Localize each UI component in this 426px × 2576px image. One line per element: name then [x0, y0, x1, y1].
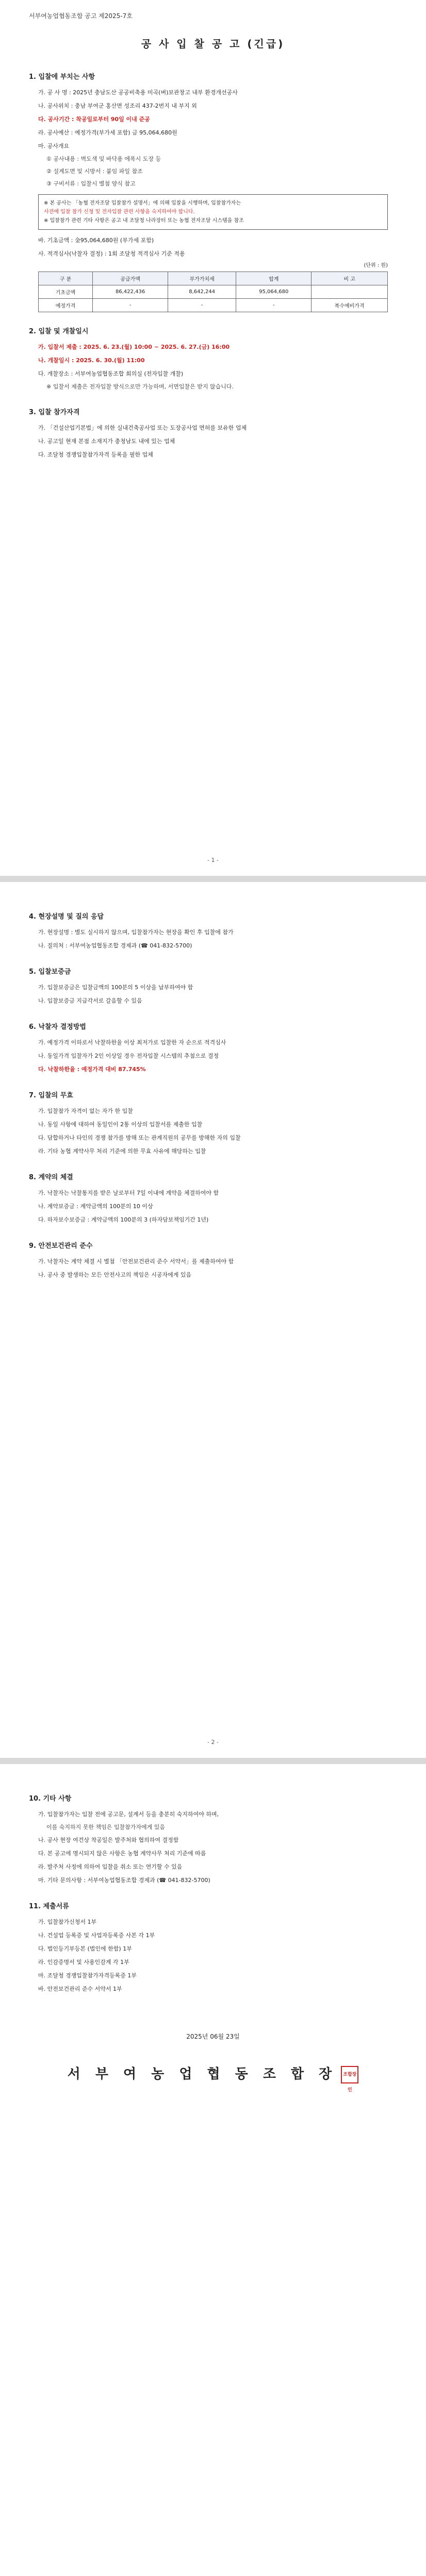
- section-5: [29, 966, 397, 1008]
- list-item: 가. 입찰보증금은 입찰금액의 100분의 5 이상을 납부하여야 함: [38, 984, 193, 991]
- list-item: 가. 입찰참가신청서 1부: [38, 1919, 97, 1925]
- list-item: 나. 동일가격 입찰자가 2인 이상일 경우 전자입찰 시스템의 추첨으로 결정: [38, 1053, 219, 1059]
- list-item: 다. 하자보수보증금 : 계약금액의 100분의 3 (하자담보책임기간 1년): [38, 1216, 209, 1223]
- list-item: 나. 공고일 현재 본점 소재지가 충청남도 내에 있는 업체: [38, 438, 175, 445]
- list-item: 이를 숙지하지 못한 책임은 입찰참가자에게 있음: [46, 1824, 166, 1831]
- table-header: 구 분: [39, 272, 93, 285]
- page-number: - 2 -: [207, 1739, 219, 1745]
- list-item: 다. 낙찰하한율 : 예정가격 대비 87.745%: [38, 1066, 146, 1073]
- table-cell: 복수예비가격: [312, 299, 388, 312]
- section-heading: 9. 안전보건관리 준수: [29, 1242, 93, 1250]
- section-heading: 1. 입찰에 부치는 사항: [29, 73, 95, 81]
- sub-item: ① 공사내용 : 벽도색 및 바닥용 에폭시 도장 등: [46, 156, 161, 162]
- list-item: 가. 입찰참가자는 입찰 전에 공고문, 설계서 등을 충분히 숙지하여야 하며,: [38, 1811, 219, 1818]
- list-item: 가. 낙찰자는 낙찰통지를 받은 날로부터 7일 이내에 계약을 체결하여야 함: [38, 1190, 219, 1196]
- notice-line: ※ 입찰참가 관련 기타 사항은 공고 내 조달청 나라장터 또는 농협 전자조달 시스템을 참조: [44, 218, 244, 224]
- sub-item: ③ 구비서류 : 입찰시 별첨 양식 참고: [46, 180, 136, 187]
- table-cell: 95,064,680: [236, 285, 312, 299]
- list-item: 가. 「건설산업기본법」에 의한 실내건축공사업 또는 도장공사업 면허를 보유한 업체: [38, 425, 247, 431]
- section-3: [29, 406, 397, 462]
- list-item: 라. 기타 농협 계약사무 처리 기준에 의한 무효 사유에 해당하는 입찰: [38, 1148, 206, 1155]
- list-item: 가. 낙찰자는 계약 체결 시 별첨 「안전보건관리 준수 서약서」를 제출하여야 함: [38, 1258, 234, 1265]
- page-2: [0, 882, 426, 1758]
- list-item: 나. 공사 중 발생하는 모든 안전사고의 책임은 시공자에게 있음: [38, 1272, 192, 1278]
- table-header: 비 고: [312, 272, 388, 285]
- section-heading: 4. 현장설명 및 질의 응답: [29, 913, 104, 921]
- table-header: 합계: [236, 272, 312, 285]
- issuer-name: 서 부 여 농 업 협 동 조 합 장: [67, 2066, 337, 2082]
- notice-line: ※ 본 공사는 「농협 전자조달 입찰참가 설명서」에 의해 입찰을 시행하며, 입찰참가자는: [44, 200, 241, 206]
- table-cell: 예정가격: [39, 299, 93, 312]
- list-item: 다. 법인등기부등본 (법인에 한함) 1부: [38, 1945, 132, 1952]
- list-item: 다. 개찰장소 : 서부여농업협동조합 회의실 (전자입찰 개찰): [38, 370, 184, 377]
- table-cell: [312, 285, 388, 299]
- list-item: 사. 적격심사(낙찰자 결정) : 1회 조달청 적격심사 기준 적용: [38, 250, 185, 257]
- list-item: 나. 질의처 : 서부여농업협동조합 경제과 (☎ 041-832-5700): [38, 942, 192, 949]
- page-title: 공 사 입 찰 공 고 (긴급): [141, 38, 285, 50]
- list-item: 다. 조달청 경쟁입찰참가자격 등록을 필한 업체: [38, 451, 153, 458]
- notice-line: 사전에 입찰 참가 신청 및 전자입찰 관련 사항을 숙지하여야 합니다.: [44, 209, 195, 215]
- section-heading: 8. 계약의 체결: [29, 1174, 73, 1181]
- page-divider: [0, 876, 426, 882]
- list-item: 마. 공사개요: [38, 143, 70, 149]
- table-unit: (단위 : 원): [364, 263, 388, 268]
- table-header-row: [39, 272, 388, 285]
- table-row: [39, 285, 388, 299]
- section-2: [29, 326, 397, 393]
- list-item: 나. 동일 사항에 대하여 동일인이 2통 이상의 입찰서를 제출한 입찰: [38, 1121, 203, 1128]
- list-item: 가. 공 사 명 : 2025년 충남도산 공공비축용 미곡(벼)보관창고 내부 환경개선공사: [38, 89, 238, 96]
- section-1: [29, 71, 397, 312]
- list-item: 라. 인감증명서 및 사용인감계 각 1부: [38, 1959, 129, 1965]
- list-item: 가. 현장설명 : 별도 실시하지 않으며, 입찰참가자는 현장을 확인 후 입찰에 참가: [38, 929, 234, 936]
- list-item: 다. 공사기간 : 착공일로부터 90일 이내 준공: [38, 116, 150, 123]
- page-3: [0, 1764, 426, 2576]
- list-item: 바. 안전보건관리 준수 서약서 1부: [38, 1986, 122, 1992]
- section-heading: 3. 입찰 참가자격: [29, 409, 80, 416]
- page-number: - 1 -: [207, 857, 219, 863]
- section-heading: 11. 제출서류: [29, 1903, 69, 1910]
- list-item: 마. 기타 문의사항 : 서부여농업협동조합 경제과 (☎ 041-832-5700): [38, 1877, 210, 1884]
- list-item: 마. 조달청 경쟁입찰참가자격등록증 1부: [38, 1972, 137, 1979]
- section-heading: 6. 낙찰자 결정방법: [29, 1023, 86, 1031]
- table-cell: 기초금액: [39, 285, 93, 299]
- table-header: 공급가액: [93, 272, 168, 285]
- section-heading: 10. 기타 사항: [29, 1795, 72, 1803]
- list-item: 나. 공사위치 : 충남 부여군 홍산면 성조리 437-2번지 내 부지 외: [38, 103, 197, 109]
- notice-box: [38, 194, 388, 230]
- notice-date: 2025년 06월 23일: [186, 2033, 240, 2040]
- section-10: [29, 1793, 397, 1887]
- table-cell: 8,642,244: [168, 285, 236, 299]
- list-item: 나. 건설업 등록증 및 사업자등록증 사본 각 1부: [38, 1932, 155, 1939]
- list-item: 가. 입찰참가 자격이 없는 자가 한 입찰: [38, 1108, 133, 1114]
- table-header: 부가가치세: [168, 272, 236, 285]
- table-cell: -: [93, 299, 168, 312]
- page-divider: [0, 1758, 426, 1764]
- doc-number: 서부여농업협동조합 공고 제2025-7호: [29, 12, 133, 20]
- section-heading: 2. 입찰 및 개찰일시: [29, 328, 89, 335]
- table-row: [39, 299, 388, 312]
- list-item: 다. 본 공고에 명시되지 않은 사항은 농협 계약사무 처리 기준에 따름: [38, 1850, 206, 1857]
- note-text: ※ 입찰서 제출은 전자입찰 방식으로만 가능하며, 서면입찰은 받지 않습니다.: [46, 383, 234, 390]
- section-9: [29, 1240, 397, 1282]
- section-heading: 7. 입찰의 무효: [29, 1092, 73, 1099]
- list-item: 나. 공사 현장 여건상 착공일은 발주처와 협의하여 결정함: [38, 1837, 179, 1843]
- section-11: [29, 1901, 397, 1996]
- section-6: [29, 1021, 397, 1076]
- sub-item: ② 설계도면 및 시방서 : 붙임 파일 참조: [46, 168, 143, 175]
- official-seal-icon: 조합장인: [341, 2066, 358, 2083]
- list-item: 가. 입찰서 제출 : 2025. 6. 23.(월) 10:00 ~ 2025. 6. 27.(금) 16:00: [38, 344, 230, 350]
- list-item: 나. 입찰보증금 지급각서로 갈음할 수 있음: [38, 997, 142, 1004]
- table-cell: 86,422,436: [93, 285, 168, 299]
- list-item: 나. 개찰일시 : 2025. 6. 30.(월) 11:00: [38, 357, 145, 364]
- issuer-signature: [29, 2063, 397, 2093]
- table-cell: -: [236, 299, 312, 312]
- list-item: 가. 예정가격 이하로서 낙찰하한율 이상 최저가로 입찰한 자 순으로 적격심사: [38, 1039, 226, 1046]
- section-heading: 5. 입찰보증금: [29, 968, 71, 976]
- list-item: 나. 계약보증금 : 계약금액의 100분의 10 이상: [38, 1203, 153, 1210]
- list-item: 바. 기초금액 : 金95,064,680원 (부가세 포함): [38, 237, 154, 244]
- section-8: [29, 1172, 397, 1227]
- table-cell: -: [168, 299, 236, 312]
- list-item: 라. 공사예산 : 예정가격(부가세 포함) 금 95,064,680원: [38, 129, 177, 136]
- section-4: [29, 911, 397, 953]
- page-1: [0, 0, 426, 876]
- list-item: 다. 담합하거나 타인의 경쟁 참가를 방해 또는 관계직원의 공무를 방해한 자의 입찰: [38, 1134, 241, 1141]
- price-table: [38, 272, 388, 312]
- list-item: 라. 발주처 사정에 의하여 입찰을 취소 또는 연기할 수 있음: [38, 1863, 183, 1870]
- section-7: [29, 1090, 397, 1158]
